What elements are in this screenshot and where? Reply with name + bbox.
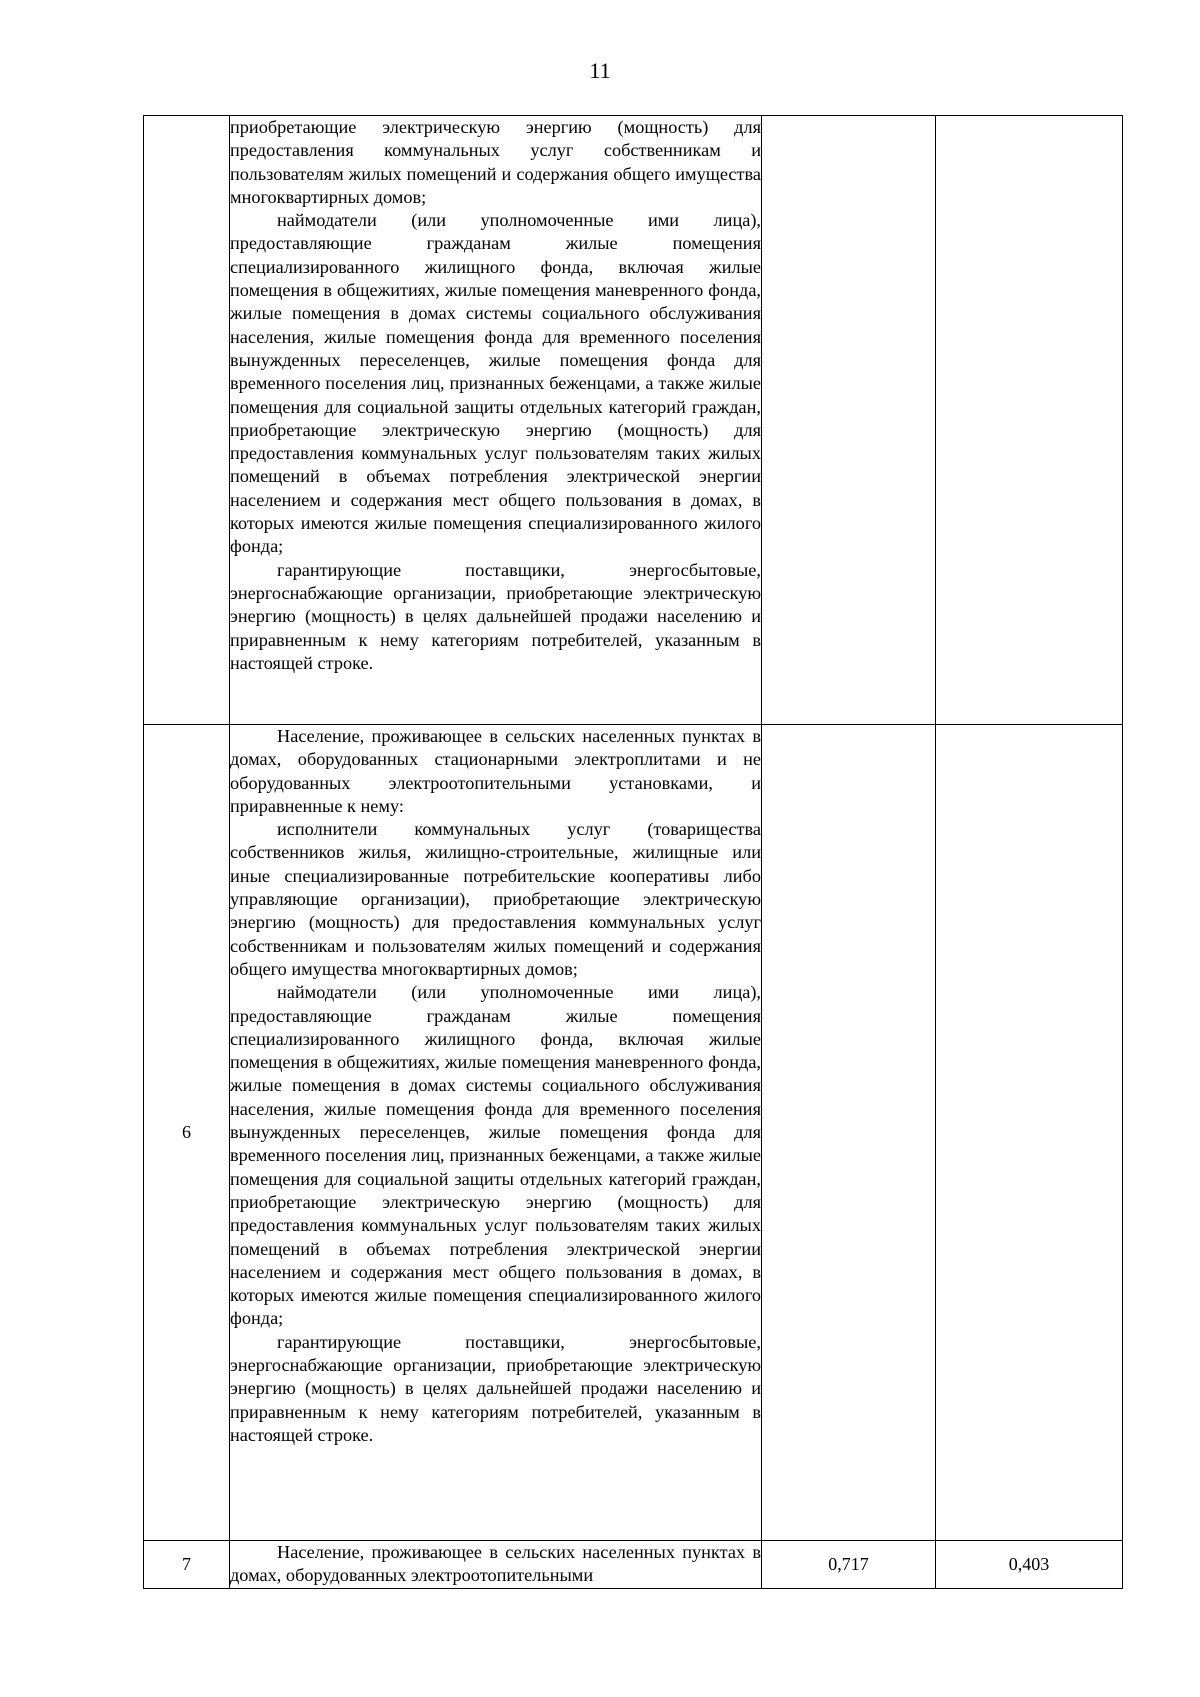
description-paragraph: Население, проживающее в сельских населенных пунктах в домах, оборудованных электроотопительными (230, 1542, 761, 1586)
description-paragraph: наймодатели (или уполномоченные ими лица), предоставляющие гражданам жилые помещения специализированного жилищного фонда, включая жилые помещения в общежитиях, жилые помещения маневренного фонда, жилые помещения в домах системы социального обслуживания населения, жилые помещения фонда для временного поселения вынужденных переселенцев, жилые помещения фонда для временного поселения лиц, признанных беженцами, а также жилые помещения для социальной защиты отдельных категорий граждан, приобретающие электрическую энергию (мощность) для предоставления коммунальных услуг пользователям таких жилых помещений в объемах потребления электрической энергии населением и содержания мест общего пользования в домах, в которых имеются жилые помещения специализированного жилого фонда; (230, 210, 761, 557)
description-paragraph: приобретающие электрическую энергию (мощность) для предоставления коммунальных услуг собственникам и пользователям жилых помещений и содержания общего имущества многоквартирных домов; (230, 117, 761, 207)
row-number-cell (144, 116, 230, 725)
page-number: 11 (589, 58, 611, 83)
row-description-cell (230, 116, 762, 725)
row-number-cell: 7 (144, 1541, 230, 1589)
description-paragraph: Население, проживающее в сельских населенных пунктах в домах, оборудованных стационарными электроплитами и не оборудованных электроотопительными установками, и приравненные к нему: (230, 726, 761, 816)
row-description-cell (230, 1541, 762, 1589)
value-cell-1 (762, 116, 936, 725)
row-description-cell (230, 725, 762, 1541)
value-cell-2 (936, 116, 1123, 725)
value-cell-2: 0,403 (936, 1541, 1123, 1589)
value-cell-1 (762, 725, 936, 1541)
tariff-table (143, 115, 1123, 1589)
table-row-continued (144, 116, 1123, 725)
description-paragraph: гарантирующие поставщики, энергосбытовые, энергоснабжающие организации, приобретающие электрическую энергию (мощность) в целях дальнейшей продажи населению и приравненным к нему категориям потребителей, указанным в настоящей строке. (230, 1331, 761, 1445)
table-row-7 (144, 1541, 1123, 1589)
description-paragraph: гарантирующие поставщики, энергосбытовые, энергоснабжающие организации, приобретающие электрическую энергию (мощность) в целях дальнейшей продажи населению и приравненным к нему категориям потребителей, указанным в настоящей строке. (230, 559, 761, 673)
value-cell-2 (936, 725, 1123, 1541)
value-cell-1: 0,717 (762, 1541, 936, 1589)
table-row-6 (144, 725, 1123, 1541)
row-number-cell: 6 (144, 725, 230, 1541)
description-paragraph: исполнители коммунальных услуг (товарищества собственников жилья, жилищно-строительные, жилищные или иные специализированные потребительские кооперативы либо управляющие организации), приобретающие электрическую энергию (мощность) для предоставления коммунальных услуг собственникам и пользователям жилых помещений и содержания общего имущества многоквартирных домов; (230, 819, 761, 979)
description-paragraph: наймодатели (или уполномоченные ими лица), предоставляющие гражданам жилые помещения специализированного жилищного фонда, включая жилые помещения в общежитиях, жилые помещения маневренного фонда, жилые помещения в домах системы социального обслуживания населения, жилые помещения фонда для временного поселения вынужденных переселенцев, жилые помещения фонда для временного поселения лиц, признанных беженцами, а также жилые помещения для социальной защиты отдельных категорий граждан, приобретающие электрическую энергию (мощность) для предоставления коммунальных услуг пользователям таких жилых помещений в объемах потребления электрической энергии населением и содержания мест общего пользования в домах, в которых имеются жилые помещения специализированного жилого фонда; (230, 982, 761, 1329)
